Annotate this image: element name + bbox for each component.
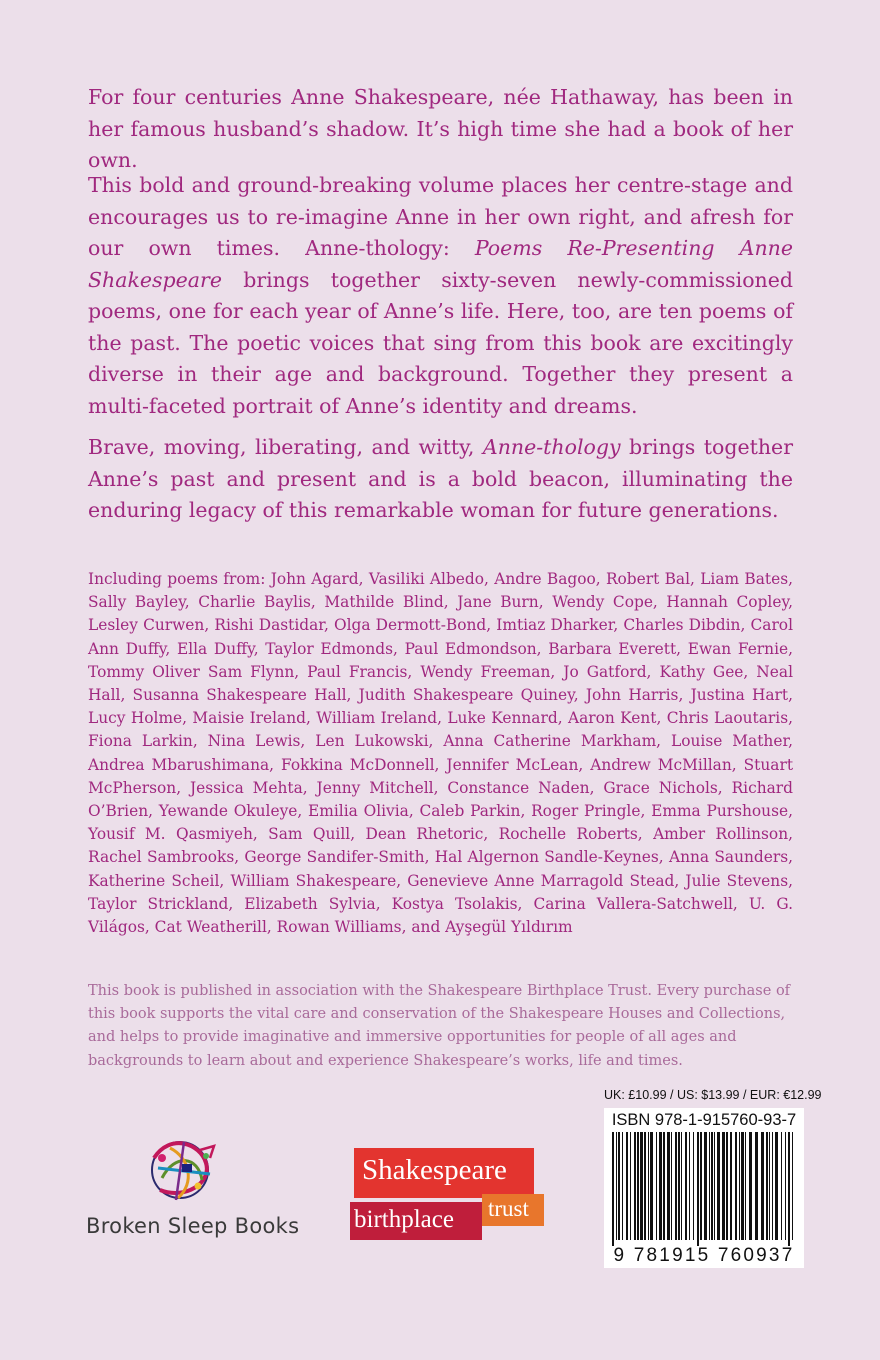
blurb-p3-start: Brave, moving, liberating, and witty, xyxy=(88,435,483,459)
barcode-bar xyxy=(749,1132,752,1240)
barcode-bar xyxy=(714,1132,715,1240)
barcode-bar xyxy=(678,1132,680,1240)
barcode-bar xyxy=(637,1132,639,1240)
price-line: UK: £10.99 / US: $13.99 / EUR: €12.99 xyxy=(604,1088,822,1102)
barcode-bar xyxy=(741,1132,744,1240)
barcode-bar xyxy=(761,1132,764,1240)
trust-logo-line1: Shakespeare xyxy=(362,1154,507,1186)
trust-logo-line2a: birthplace xyxy=(354,1206,454,1233)
barcode-bar xyxy=(709,1132,710,1240)
barcode-bar xyxy=(612,1132,614,1246)
barcode-bar xyxy=(675,1132,677,1240)
trust-logo-birthplace xyxy=(350,1202,482,1240)
isbn-panel xyxy=(604,1108,804,1268)
barcode-bar xyxy=(640,1132,643,1240)
barcode-bar xyxy=(735,1132,737,1240)
barcode-bar xyxy=(656,1132,657,1240)
barcode-bar xyxy=(792,1132,793,1240)
broken-sleep-books-logo-icon xyxy=(140,1128,230,1213)
barcode-bar xyxy=(663,1132,665,1240)
barcode-bar xyxy=(693,1132,694,1240)
blurb-p3-end: brings together Anne’s past and present and is a bold beacon, illuminating the enduring legacy of this remarkable woman for future generations. xyxy=(88,435,793,522)
barcode-bar xyxy=(739,1132,740,1240)
barcode-bar xyxy=(745,1132,746,1240)
barcode-bar xyxy=(681,1132,682,1240)
barcode-bar xyxy=(622,1132,623,1240)
barcode-bar xyxy=(650,1132,653,1240)
barcode-bar xyxy=(781,1132,782,1240)
contributors-list: Including poems from: John Agard, Vasiliki Albedo, Andre Bagoo, Robert Bal, Liam Bates, Sally Bayley, Charlie Baylis, Mathilde Blind, Jane Burn, Wendy Cope, Hannah Copley, Lesley Curwen, Rishi Dastidar, Olga Dermott-Bond, Imtiaz Dharker, Charles Dibdin, Carol Ann Duffy, Ella Duffy, Taylor Edmonds, Paul Edmondson, Barbara Everett, Ewan Fernie, Tommy Oliver Sam Flynn, Paul Francis, Wendy Freeman, Jo Gatford, Kathy Gee, Neal Hall, Susanna Shakespeare Hall, Judith Shakespeare Quiney, John Harris, Justina Hart, Lucy Holme, Maisie Ireland, William Ireland, Luke Kennard, Aaron Kent, Chris Laoutaris, Fiona Larkin, Nina Lewis, Len Lukowski, Anna Catherine Markham, Louise Mather, Andrea Mbarushimana, Fokkina McDonnell, Jennifer McLean, Andrew McMillan, Stuart McPherson, Jessica Mehta, Jenny Mitchell, Constance Naden, Grace Nichols, Richard O’Brien, Yewande Okuleye, Emilia Olivia, Caleb Parkin, Roger Pringle, Emma Purshouse, Yousif M. Qasmiyeh, Sam Quill, Dean Rhetoric, Rochelle Roberts, Amber Rollinson, Rachel Sambrooks, George Sandifer-Smith, Hal Algernon Sandle-Keynes, Anna Saunders, Katherine Scheil, William Shakespeare, Genevieve Anne Marragold Stead, Julie Stevens, Taylor Strickland, Elizabeth Sylvia, Kostya Tsolakis, Carina Vallera-Satchwell, U. G. Világos, Cat Weatherill, Rowan Williams, and Ayşegül Yıldırım xyxy=(88,570,793,937)
blurb-paragraph-2 xyxy=(88,170,793,422)
title-italic: Anne-thology xyxy=(482,435,621,459)
barcode-bar xyxy=(630,1132,631,1240)
association-note: This book is published in association with the Shakespeare Birthplace Trust. Every purchase of this book supports the vital care and conservation of the Shakespeare Houses and Collections, and helps to provide imaginative and immersive opportunities for people of all ages and backgrounds to learn about and experience Shakespeare’s works, life and times. xyxy=(88,983,791,1069)
blurb-paragraph-1: For four centuries Anne Shakespeare, née Hathaway, has been in her famous husband’s shadow. It’s high time she had a book of her own. xyxy=(88,85,793,172)
barcode-bar xyxy=(634,1132,636,1240)
barcode-bar xyxy=(667,1132,670,1240)
barcode-bar xyxy=(775,1132,778,1240)
barcode-bar xyxy=(772,1132,773,1240)
barcode-bar xyxy=(626,1132,628,1240)
barcode-digits: 9 781915 760937 xyxy=(613,1245,795,1266)
barcode-bar xyxy=(726,1132,728,1240)
barcode-bar xyxy=(616,1132,617,1240)
barcode-bar xyxy=(769,1132,770,1240)
blurb-p2-end: brings together sixty-seven newly-commissioned poems, one for each year of Anne’s life. Here, too, are ten poems of the past. The poetic voices that sing from this book are excitingly diverse in their age and background. Together they present a multi-faceted portrait of Anne’s identity and dreams. xyxy=(88,267,793,418)
barcode-bar xyxy=(788,1132,790,1246)
barcode-bar xyxy=(766,1132,768,1240)
barcode-bar xyxy=(659,1132,662,1240)
barcode-bars-icon xyxy=(610,1132,798,1246)
trust-logo-trust xyxy=(482,1194,544,1226)
barcode-bar xyxy=(618,1132,620,1240)
barcode-bar xyxy=(785,1132,786,1240)
trust-logo-line2b: trust xyxy=(488,1196,529,1221)
subtitle-italic: Poems Re-Presenting Anne Shakespeare xyxy=(88,236,793,292)
barcode-bar xyxy=(711,1132,713,1240)
barcode-bar xyxy=(689,1132,690,1240)
barcode-bar xyxy=(671,1132,672,1240)
barcode-bar xyxy=(722,1132,725,1240)
isbn-text: ISBN 978-1-915760-93-7 xyxy=(611,1111,797,1129)
trust-logo-shakespeare xyxy=(354,1148,534,1198)
blurb-paragraph-3 xyxy=(88,432,793,527)
barcode-bar xyxy=(700,1132,702,1240)
barcode-bar xyxy=(755,1132,758,1240)
barcode-block xyxy=(604,1088,822,1268)
barcode-bar xyxy=(717,1132,720,1240)
barcode-bar xyxy=(648,1132,649,1240)
barcode-bar xyxy=(644,1132,646,1240)
barcode-bar xyxy=(704,1132,707,1240)
publisher-name: Broken Sleep Books xyxy=(86,1214,300,1238)
barcode-bar xyxy=(685,1132,687,1240)
barcode-bar xyxy=(730,1132,732,1240)
blurb-p2-start: This bold and ground-breaking volume places her centre-stage and encourages us to re-imagine Anne in her own right, and afresh for our own times. Anne-thology: xyxy=(88,173,793,260)
barcode-bar xyxy=(697,1132,699,1246)
